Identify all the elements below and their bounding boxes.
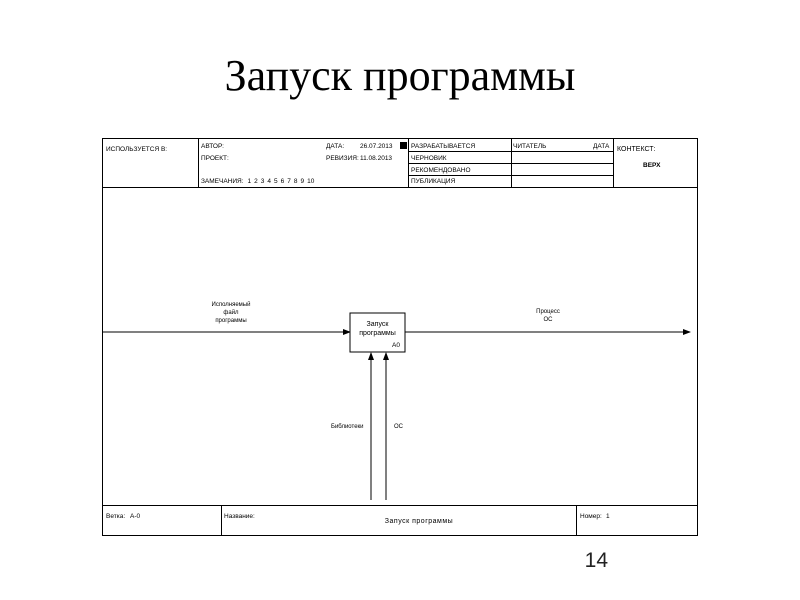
author-label: АВТОР: bbox=[201, 143, 224, 150]
activity-name-line2: программы bbox=[359, 330, 396, 337]
revision-value: 11.08.2013 bbox=[360, 155, 393, 162]
notes-number: 9 bbox=[300, 178, 305, 185]
input-label-line: Исполняемый bbox=[211, 302, 251, 308]
output-label-line: ОС bbox=[543, 317, 553, 323]
context-value: ВЕРХ bbox=[643, 162, 661, 169]
slide-title: Запуск программы bbox=[224, 51, 576, 100]
notes-number: 8 bbox=[293, 178, 298, 185]
project-label: ПРОЕКТ: bbox=[201, 155, 229, 162]
revision-label: РЕВИЗИЯ: bbox=[326, 155, 359, 162]
input-label-line: файл bbox=[223, 310, 239, 316]
notes-number: 10 bbox=[307, 178, 315, 185]
footer-name-value: Запуск программы bbox=[384, 518, 454, 525]
status-item: ПУБЛИКАЦИЯ bbox=[411, 178, 456, 185]
footer-node-label: Ветка: bbox=[106, 513, 126, 520]
activity-node-number: A0 bbox=[392, 342, 400, 349]
mechanism-label-libraries: Библиотеки bbox=[331, 424, 364, 430]
footer-name-label: Название: bbox=[224, 513, 255, 520]
reader-label: ЧИТАТЕЛЬ bbox=[513, 143, 547, 150]
footer-node-value: А-0 bbox=[130, 513, 141, 520]
date-label: ДАТА: bbox=[326, 143, 345, 150]
date-value: 26.07.2013 bbox=[360, 143, 393, 150]
context-label: КОНТЕКСТ: bbox=[617, 146, 656, 153]
status-item: РЕКОМЕНДОВАНО bbox=[411, 167, 471, 174]
output-label-line: Процесс bbox=[536, 309, 560, 315]
footer-top-line bbox=[102, 505, 698, 506]
mechanism-label-os: ОС bbox=[394, 424, 403, 430]
reader-date-label: ДАТА bbox=[593, 143, 610, 150]
notes-label: ЗАМЕЧАНИЯ: bbox=[201, 178, 244, 185]
notes-number: 6 bbox=[280, 178, 285, 185]
notes-number: 3 bbox=[260, 178, 265, 185]
notes-number: 4 bbox=[267, 178, 272, 185]
status-item: ЧЕРНОВИК bbox=[411, 155, 447, 162]
footer-number-value: 1 bbox=[606, 513, 610, 520]
notes-number: 5 bbox=[274, 178, 278, 185]
activity-name-line1: Запуск bbox=[366, 321, 389, 328]
used-in-label: ИСПОЛЬЗУЕТСЯ В: bbox=[106, 146, 168, 153]
notes-number: 2 bbox=[254, 178, 258, 185]
status-item: РАЗРАБАТЫВАЕТСЯ bbox=[411, 143, 476, 150]
footer-number-label: Номер: bbox=[580, 513, 602, 520]
page-number: 14 bbox=[584, 549, 608, 572]
input-label-line: программы bbox=[215, 318, 247, 324]
notes-number: 7 bbox=[287, 178, 291, 185]
notes-number: 1 bbox=[247, 178, 252, 185]
